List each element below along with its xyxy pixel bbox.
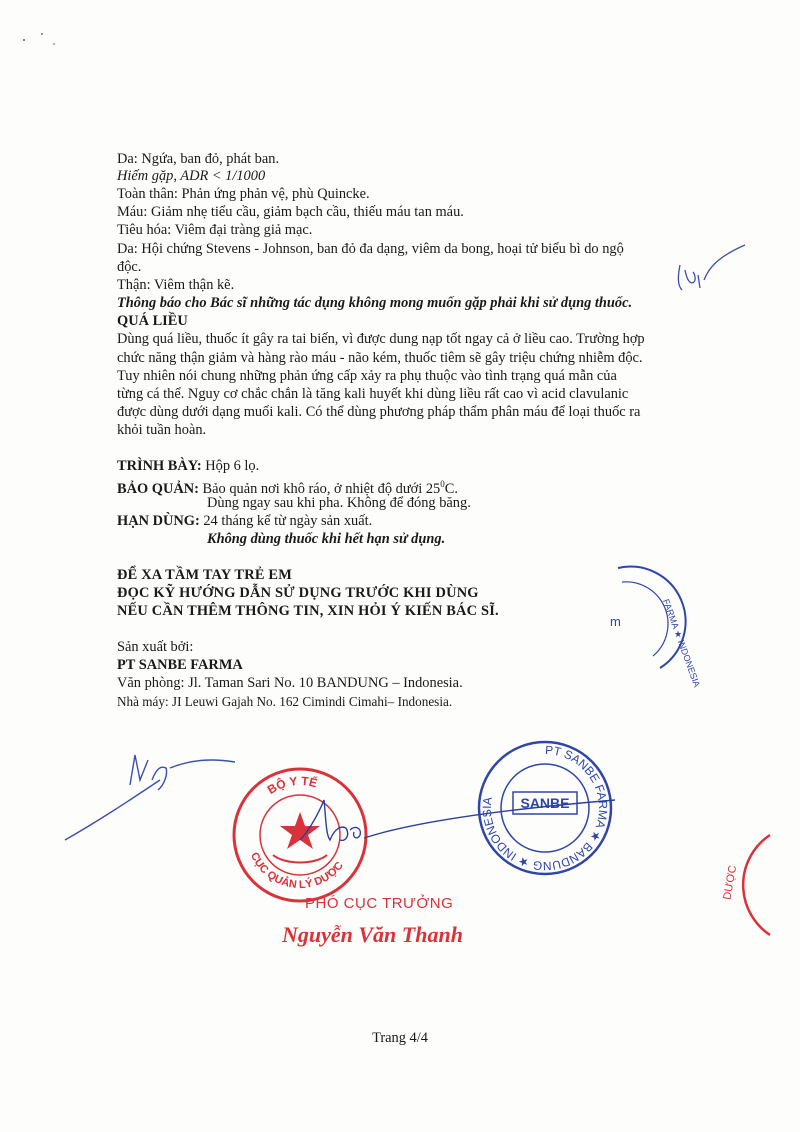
expiry-value: 24 tháng kể từ ngày sản xuất. bbox=[199, 513, 373, 529]
storage-line-2: Dùng ngay sau khi pha. Không để đóng băng. bbox=[207, 495, 471, 511]
skin-common-text: Da: Ngứa, ban đỏ, phát ban. bbox=[117, 151, 280, 167]
signatory-title: PHÓ CỤC TRƯỞNG bbox=[305, 895, 454, 912]
partial-red-stamp bbox=[700, 830, 800, 940]
storage-degree: 0 bbox=[440, 479, 445, 489]
overdose-heading: QUÁ LIỀU bbox=[117, 313, 188, 329]
overdose-line-3: Tuy nhiên nói chung những phản ứng cấp xảy ra phụ thuộc vào tình trạng quá mẫn của bbox=[117, 368, 617, 384]
overdose-line-4: từng cá thể. Nguy cơ chắc chắn là tăng kali huyết khi dùng liều rất cao vì acid clavulanic bbox=[117, 386, 629, 402]
overdose-line-6: khỏi tuần hoàn. bbox=[117, 422, 207, 438]
systemic-text: Toàn thân: Phản ứng phản vệ, phù Quincke. bbox=[117, 186, 370, 202]
storage-value: Bảo quản nơi khô ráo, ở nhiệt độ dưới 25 bbox=[198, 480, 441, 497]
storage-unit: C. bbox=[444, 480, 458, 497]
ministry-stamp-bottom: CỤC QUẢN LÝ DƯỢC bbox=[247, 850, 346, 892]
signatory-name: Nguyễn Văn Thanh bbox=[282, 922, 463, 947]
svg-text:m: m bbox=[610, 614, 621, 629]
page-number: Trang 4/4 bbox=[372, 1030, 428, 1046]
scan-specks bbox=[20, 30, 70, 50]
partial-company-stamp bbox=[598, 560, 703, 689]
overdose-line-2: chức năng thận giảm và hàng rào máu - não kém, thuốc tiêm sẽ gây triệu chứng nhiễm độc. bbox=[117, 350, 643, 366]
warning-children: ĐỂ XA TẦM TAY TRẺ EM bbox=[117, 567, 292, 583]
partial-red-stamp-text: DƯỢC bbox=[721, 864, 740, 901]
warning-read-instructions: ĐỌC KỸ HƯỚNG DẪN SỬ DỤNG TRƯỚC KHI DÙNG bbox=[117, 585, 479, 601]
notice-text: Thông báo cho Bác sĩ những tác dụng không mong muốn gặp phải khi sử dụng thuốc. bbox=[117, 295, 633, 311]
ministry-stamp-top: BỘ Y TẾ bbox=[264, 773, 319, 797]
skin-rare-text-cont: độc. bbox=[117, 259, 142, 275]
manufacturer-label: Sản xuất bởi: bbox=[117, 639, 194, 655]
warning-ask-doctor: NẾU CẦN THÊM THÔNG TIN, XIN HỎI Ý KIẾN BÁC SĨ. bbox=[117, 603, 499, 619]
company-stamp-center: SANBE bbox=[520, 795, 570, 811]
blood-text: Máu: Giảm nhẹ tiểu cầu, giảm bạch cầu, thiếu máu tan máu. bbox=[117, 204, 464, 220]
overdose-line-5: được dùng dưới dạng muối kali. Có thể dùng phương pháp thẩm phân máu để loại thuốc ra bbox=[117, 404, 641, 420]
skin-rare-text: Da: Hội chứng Stevens - Johnson, ban đỏ đa dạng, viêm da bong, hoại tử biểu bì do ngộ bbox=[117, 241, 624, 257]
expiry-label: HẠN DÙNG: bbox=[117, 513, 200, 529]
overdose-line-1: Dùng quá liều, thuốc ít gây ra tai biến, vì được dung nạp tốt ngay cả ở liều cao. Trường hợp bbox=[117, 331, 645, 347]
manufacturer-office: Văn phòng: Jl. Taman Sari No. 10 BANDUNG – Indonesia. bbox=[117, 675, 463, 691]
presentation-row bbox=[117, 457, 259, 475]
manufacturer-factory: Nhà máy: JI Leuwi Gajah No. 162 Cimindi Cimahi– Indonesia. bbox=[117, 694, 453, 709]
initial-signature bbox=[660, 240, 750, 310]
handwritten-signature-left bbox=[60, 740, 240, 850]
expiry-row bbox=[117, 512, 372, 530]
company-stamp-ring: PT SANBE FARMA ★ BANDUNG ★ INDONESIA bbox=[479, 742, 611, 874]
handwritten-signature-center bbox=[290, 790, 620, 860]
manufacturer-name: PT SANBE FARMA bbox=[117, 657, 243, 673]
expiry-warning: Không dùng thuốc khi hết hạn sử dụng. bbox=[207, 531, 446, 547]
rare-heading: Hiếm gặp, ADR < 1/1000 bbox=[117, 168, 266, 184]
partial-stamp-text: FARMA ★ INDONESIA bbox=[660, 597, 703, 689]
digestive-text: Tiêu hóa: Viêm đại tràng giả mạc. bbox=[117, 222, 313, 238]
storage-label: BẢO QUẢN: bbox=[117, 480, 199, 497]
kidney-text: Thận: Viêm thận kẽ. bbox=[117, 277, 235, 293]
presentation-value: Hộp 6 lọ. bbox=[201, 458, 260, 474]
presentation-label: TRÌNH BÀY: bbox=[117, 458, 202, 474]
